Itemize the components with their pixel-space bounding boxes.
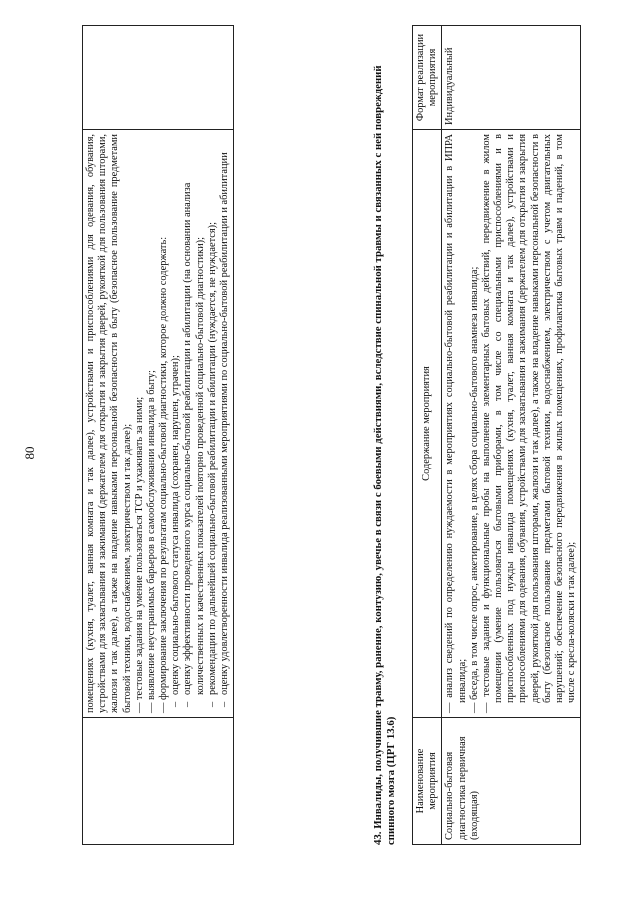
table-header-row: [413, 25, 442, 844]
list-item: — анализ сведений по определению нуждаемости в мероприятиях социально-бытовой реабилитации и абилитации в ИПРА инвалида;: [444, 133, 468, 713]
measure-format: Индивидуальный: [442, 25, 581, 129]
list-item: — беседа, в том числе опрос, анкетирование, в целях сбора социально-бытового анамнеза инвалида;: [468, 266, 480, 713]
header-content: Содержание мероприятия: [413, 129, 442, 717]
list-item: — тестовые задания и функциональные пробы на выполнение элементарных бытовых действий, передвижение в жилом помещении (умение пользоваться бытовыми приборами, в том числе со специальными приспособлениями и в приспособленных под нужды инвалида помещениях (кухня, туалет, ванная комната и так далее), устройствами и приспособлениями для одевания, обувания, устройствами для захватывания и зажимания (держателем для открытия и закрытия дверей, рукояткой для пользования шторами, жалюзи и так далее), а также на владение навыками персональной безопасности в быту (безопасное пользование предметами бытовой техники, водоснабжением, электричеством с учетом двигательных нарушений; обеспечение безопасного передвижения в жилых помещениях, профилактика бытовых травм и падений, в том числе с кресла-коляски и так далее);: [480, 133, 578, 713]
measure-name: Социально-бытовая диагностика первичная (входящая): [442, 717, 581, 844]
list-item: — формирование заключения по результатам социально-бытовой диагностики, которое должно содержать:: [158, 236, 170, 713]
sub-list-item: – оценку эффективности проведенного курса социально-бытовой реабилитации и абилитации (на основании анализа количественных и качественных показателей повторно проведенной социально-бытовой диагностики);: [182, 134, 206, 707]
list-item: — тестовые задания на умение пользоваться ТСР и ухаживать за ними;: [133, 396, 145, 713]
measure-item-list: [444, 134, 578, 713]
page-number: 80: [22, 446, 37, 459]
sub-list-item: – оценку удовлетворенности инвалида реализованными мероприятиями по социально-бытовой реабилитации и абилитации: [219, 134, 231, 707]
section-heading: 43. Инвалиды, получившие травму, ранение, контузию, увечье в связи с боевыми действиями, вследствие спинальной травмы и связанных с ней повреждений спинного мозга (ЦРГ 13.6): [372, 64, 397, 845]
measures-table: [412, 25, 581, 845]
sub-list-item: – рекомендации по дальнейшей социально-бытовой реабилитации и абилитации (нуждается, не нуждается);: [207, 134, 219, 707]
table-row: [442, 25, 581, 844]
sub-item-list: [170, 134, 231, 707]
intro-text: помещениях (кухня, туалет, ванная комната и так далее), устройствами и приспособлениями для одевания, обувания, устройствами для захватывания и зажимания (держателем для открытия и закрытия дверей, рукояткой для пользования шторами, жалюзи и так далее), а также на владение навыками персональной безопасности в быту (безопасное пользование предметами бытовой техники, водоснабжением, электричеством и так далее);: [85, 133, 133, 713]
table-cell-empty: [83, 717, 234, 844]
measure-content: [442, 129, 581, 717]
header-format: Формат реализации мероприятия: [413, 25, 442, 129]
table-cell-content: [83, 129, 234, 717]
list-item: — выявление неустранимых барьеров в самообслуживании инвалида в быту;: [145, 369, 157, 713]
rotated-page: [20, 13, 620, 893]
sub-list-item: – оценку социально-бытового статуса инвалида (сохранен, нарушен, утрачен);: [170, 134, 182, 707]
header-name: Наименование мероприятия: [413, 717, 442, 844]
continuation-table: [82, 25, 234, 845]
table-row: [83, 25, 234, 844]
table-cell-empty: [83, 25, 234, 129]
item-list: [134, 134, 171, 713]
